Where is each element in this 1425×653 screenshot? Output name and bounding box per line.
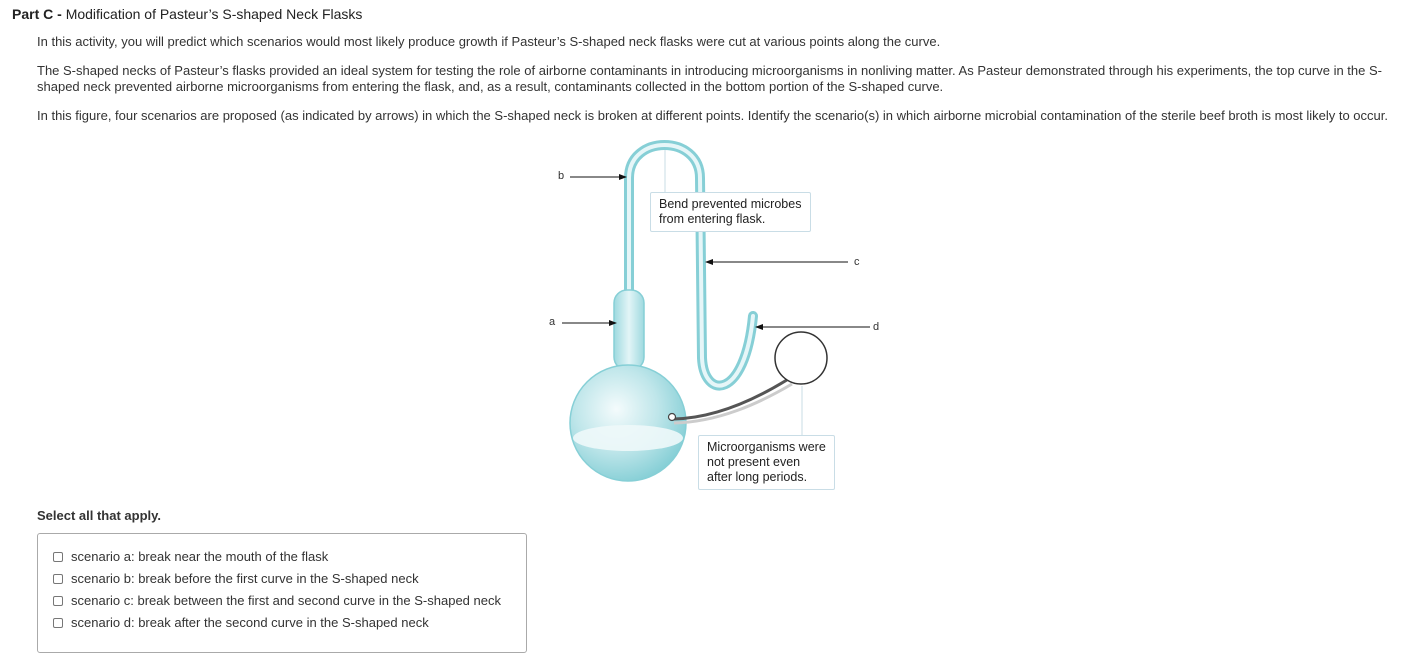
option-label-b: scenario b: break before the first curve in the S-shaped neck <box>71 571 419 586</box>
arrow-label-c: c <box>854 256 860 268</box>
answer-options <box>37 533 527 653</box>
option-label-a: scenario a: break near the mouth of the flask <box>71 549 329 564</box>
background-paragraph: The S-shaped necks of Pasteur’s flasks provided an ideal system for testing the role of airborne contaminants in introducing microorganisms in nonliving matter. As Pasteur demonstrated through his experiments, the top curve in the S-shaped neck prevented airborne microorganisms from entering the flask, and, as a result, contaminants collected in the bottom portion of the S-shaped curve. <box>37 63 1382 94</box>
s-shaped-neck <box>629 145 753 386</box>
flask-bulb <box>570 365 686 481</box>
arrow-label-a: a <box>549 316 556 328</box>
checkbox-scenario-a[interactable] <box>53 552 63 562</box>
intro-paragraph: In this activity, you will predict which scenarios would most likely produce growth if Pasteur’s S-shaped neck flasks were cut at various points along the curve. <box>37 34 941 49</box>
part-title <box>12 6 362 22</box>
beef-broth <box>573 425 683 451</box>
callout-bend: Bend prevented microbes from entering flask. <box>650 192 811 232</box>
callout-microorganisms: Microorganisms were not present even after long periods. <box>698 435 835 490</box>
part-heading: Modification of Pasteur’s S-shaped Neck Flasks <box>65 6 363 22</box>
option-scenario-b[interactable] <box>53 571 419 586</box>
select-all-prompt: Select all that apply. <box>37 508 162 523</box>
option-scenario-d[interactable] <box>53 615 429 630</box>
flask-neck <box>614 290 644 370</box>
arrow-label-b: b <box>558 170 565 182</box>
checkbox-scenario-d[interactable] <box>53 618 63 628</box>
pasteur-flask-figure <box>540 138 900 498</box>
option-scenario-a[interactable] <box>53 549 328 564</box>
option-label-c: scenario c: break between the first and second curve in the S-shaped neck <box>71 593 501 608</box>
option-scenario-c[interactable] <box>53 593 501 608</box>
arrow-label-d: d <box>873 321 880 333</box>
magnifier-circle <box>775 332 827 384</box>
checkbox-scenario-b[interactable] <box>53 574 63 584</box>
part-label: Part C - <box>12 6 62 22</box>
task-paragraph: In this figure, four scenarios are proposed (as indicated by arrows) in which the S-shaped neck is broken at different points. Identify the scenario(s) in which airborne microbial contamination of the sterile beef broth is most likely to occur. <box>37 108 1388 123</box>
checkbox-scenario-c[interactable] <box>53 596 63 606</box>
option-label-d: scenario d: break after the second curve in the S-shaped neck <box>71 615 429 630</box>
